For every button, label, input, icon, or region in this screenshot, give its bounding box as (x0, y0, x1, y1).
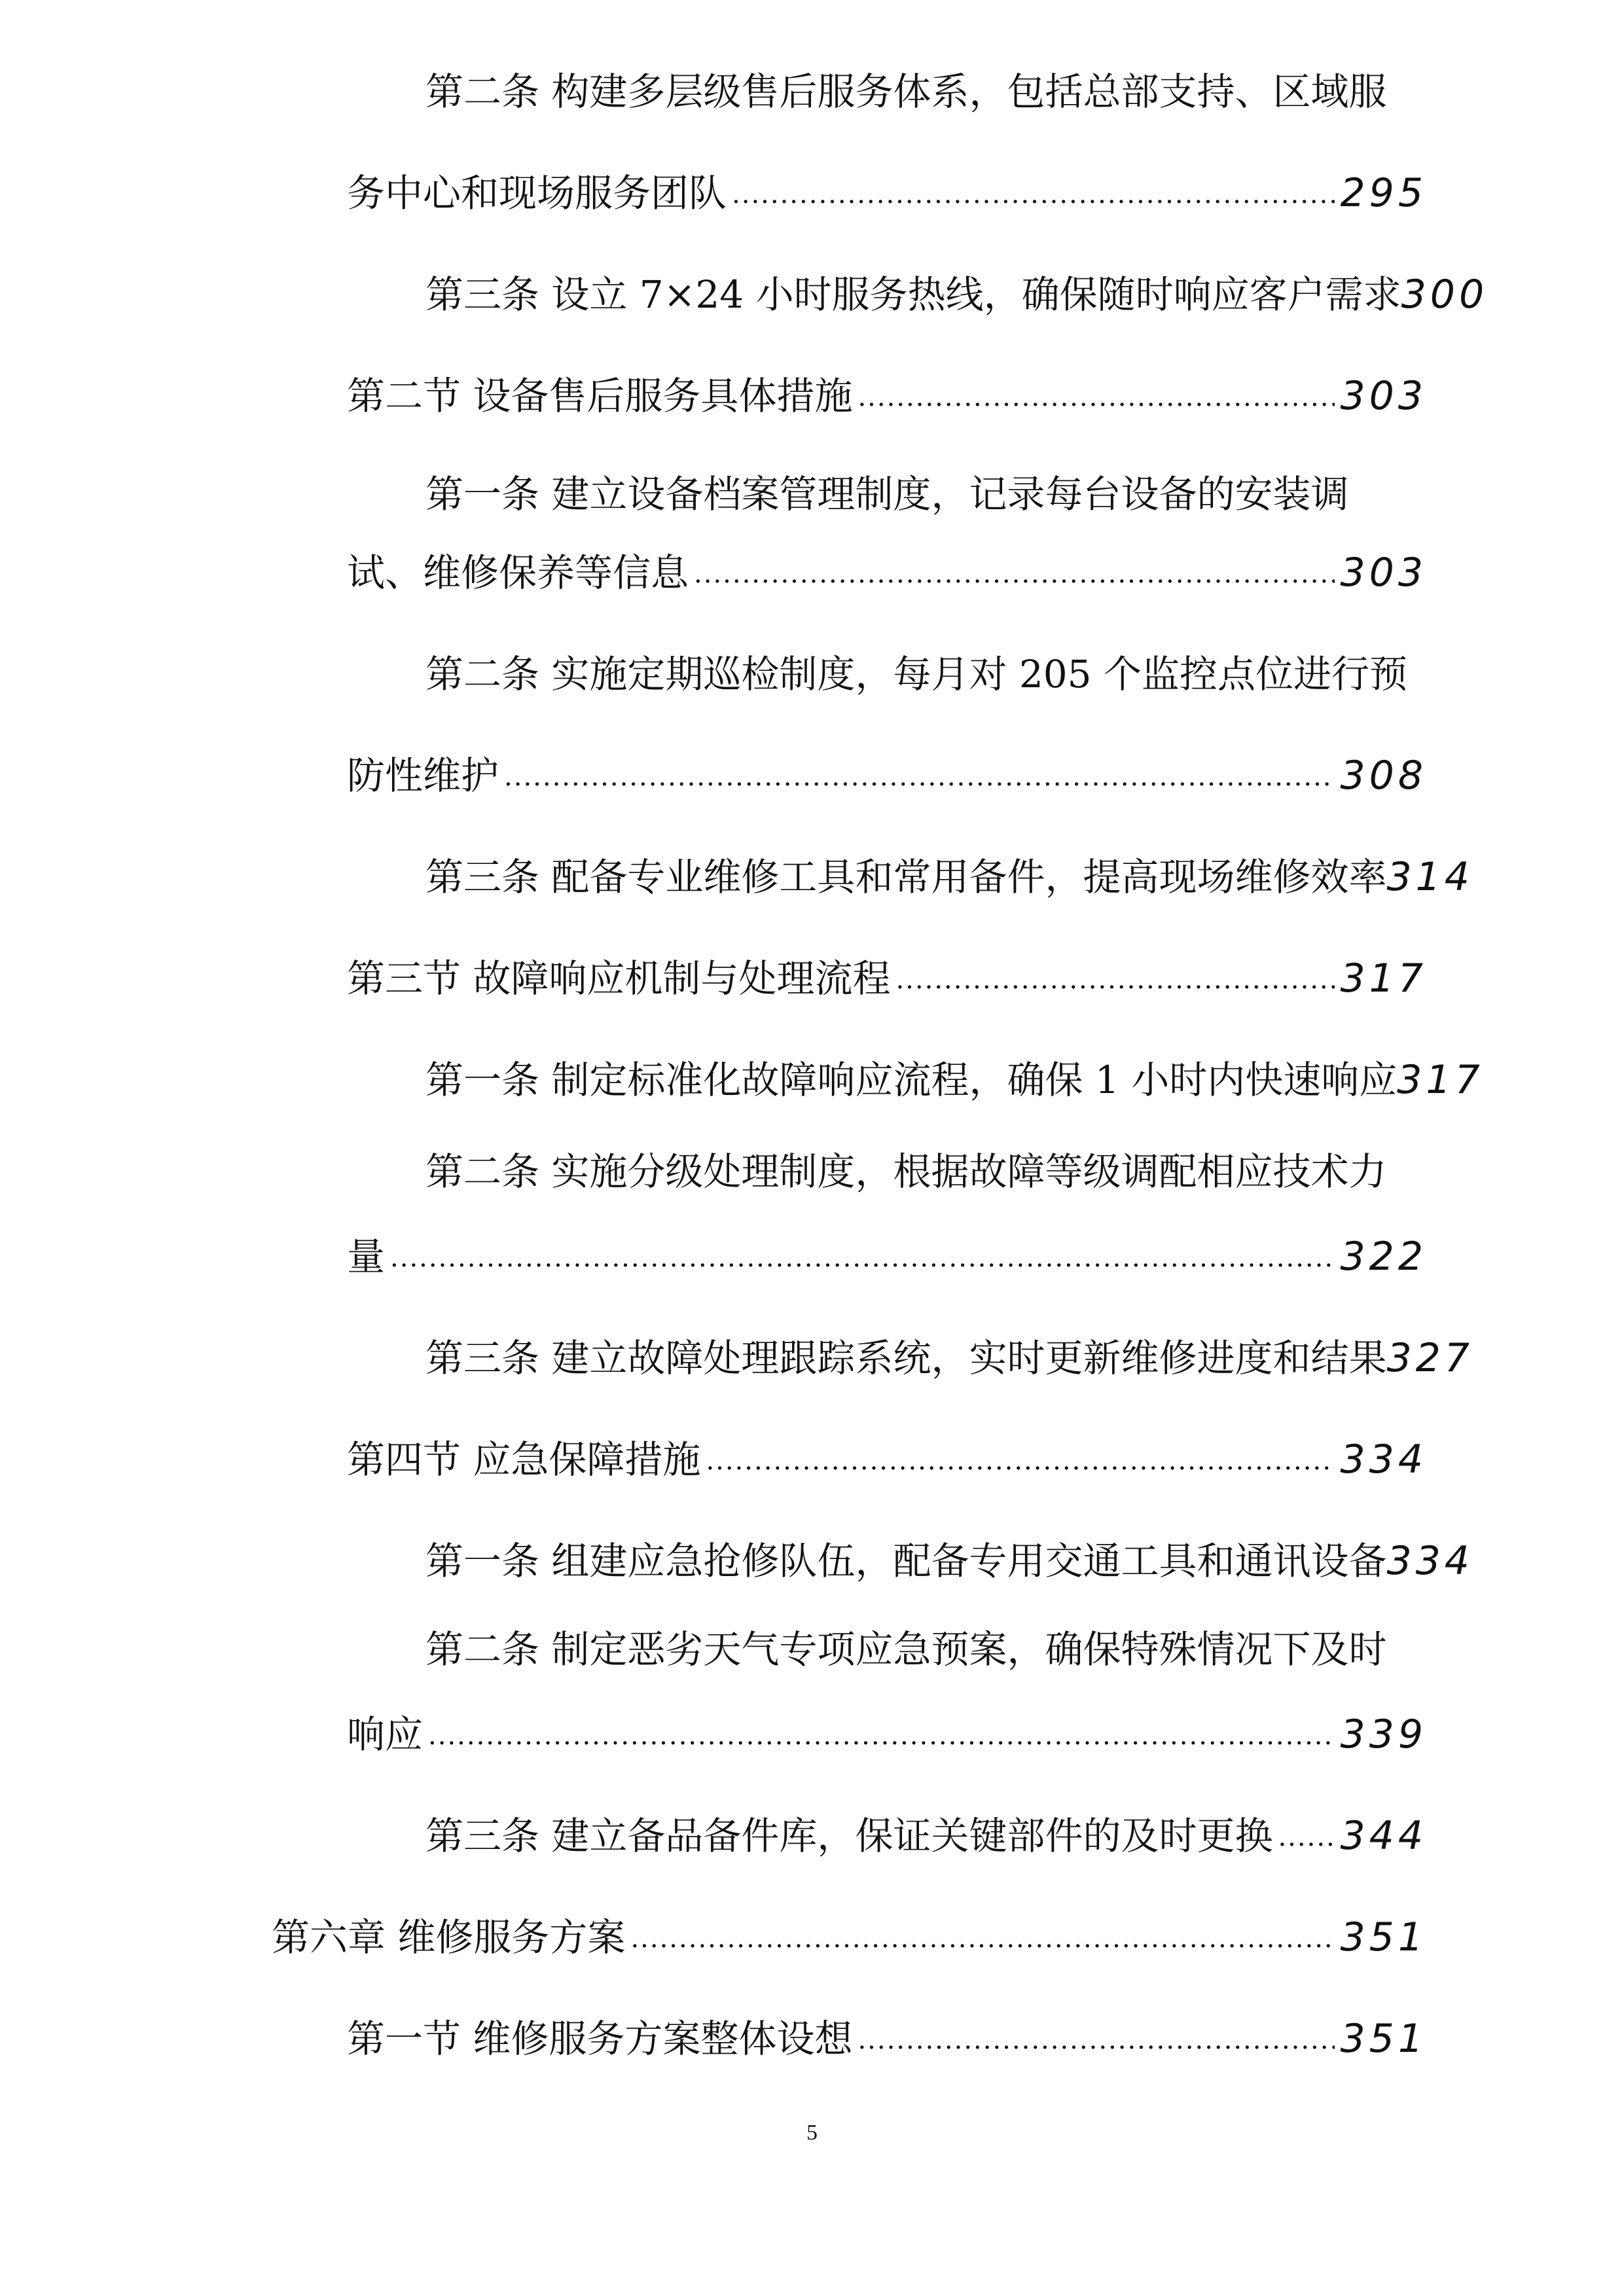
toc-entry[interactable] (347, 2000, 1427, 2065)
toc-page-number: 351 (1340, 2016, 1427, 2062)
toc-entry[interactable] (425, 1041, 1484, 1106)
toc-page-number: 322 (1340, 1234, 1427, 1280)
toc-entry[interactable] (347, 1217, 1427, 1283)
toc-page-number: 339 (1340, 1712, 1427, 1757)
toc-page-number: 334 (1340, 1437, 1427, 1482)
toc-entry-text: 第一条 建立设备档案管理制度，记录每台设备的安装调 (425, 472, 1349, 516)
toc-page-number: 303 (1340, 373, 1427, 419)
toc-entry[interactable] (425, 838, 1473, 903)
toc-entry[interactable] (347, 736, 1427, 802)
toc-entry[interactable] (425, 1797, 1427, 1862)
toc-page-number: 351 (1340, 1914, 1427, 1960)
toc-entry-text: 第三条 配备专业维修工具和常用备件，提高现场维修效率 (425, 855, 1387, 899)
toc-entry-text: 第一条 制定标准化故障响应流程，确保 1 小时内快速响应 (425, 1058, 1398, 1102)
toc-entry-text: 第六章 维修服务方案 (272, 1915, 626, 1960)
toc-entry-text: 第二条 实施分级处理制度，根据故障等级调配相应技术力 (425, 1149, 1387, 1194)
toc-entry-text: 第二条 构建多层级售后服务体系，包括总部支持、区域服 (425, 69, 1387, 114)
toc-leader-dots (428, 1716, 1335, 1761)
toc-page-number: 344 (1340, 1813, 1427, 1859)
toc-entry[interactable] (425, 1522, 1473, 1587)
toc-page-number: 334 (1386, 1538, 1473, 1584)
toc-leader-dots (857, 378, 1335, 422)
toc-leader-dots (630, 1919, 1335, 1964)
toc-entry-text: 第四节 应急保障措施 (347, 1437, 701, 1482)
toc-leader-dots (706, 1441, 1335, 1486)
toc-entry-continuation: 防性维护 (347, 753, 499, 798)
toc-entry-line1 (425, 52, 1386, 118)
toc-page-number: 300 (1401, 272, 1489, 317)
toc-entry-text: 第三节 故障响应机制与处理流程 (347, 956, 891, 1001)
toc-entry-continuation: 响应 (347, 1712, 424, 1757)
toc-entry-text: 第二条 制定恶劣天气专项应急预案，确保特殊情况下及时 (425, 1627, 1387, 1672)
toc-entry-line1 (425, 635, 1407, 700)
toc-page-number: 295 (1340, 170, 1427, 216)
toc-entry-text: 第二节 设备售后服务具体措施 (347, 374, 853, 418)
toc-entry[interactable] (347, 357, 1427, 422)
toc-page-number: 327 (1386, 1335, 1473, 1381)
toc-entry-text: 第一节 维修服务方案整体设想 (347, 2017, 853, 2061)
toc-entry-continuation: 试、维修保养等信息 (347, 550, 689, 595)
toc-entry[interactable] (347, 939, 1427, 1005)
toc-leader-dots (504, 757, 1335, 802)
toc-entry-text: 第二条 实施定期巡检制度，每月对 205 个监控点位进行预 (425, 652, 1408, 696)
toc-entry-continuation: 务中心和现场服务团队 (347, 171, 727, 215)
toc-page-number: 314 (1386, 854, 1473, 900)
toc-entry-continuation: 量 (347, 1234, 386, 1279)
toc-entry-text: 第三条 建立故障处理跟踪系统，实时更新维修进度和结果 (425, 1336, 1387, 1380)
toc-entry[interactable] (425, 255, 1488, 321)
toc-page-number: 317 (1397, 1057, 1484, 1103)
toc-leader-dots (1278, 1818, 1335, 1862)
toc-entry-line1 (425, 455, 1348, 520)
toc-entry[interactable] (347, 533, 1427, 599)
toc-page-number: 317 (1340, 956, 1427, 1001)
toc-entry[interactable] (272, 1898, 1427, 1964)
toc-entry[interactable] (425, 1319, 1473, 1384)
toc-leader-dots (857, 2020, 1335, 2065)
toc-entry-text: 第三条 建立备品备件库，保证关键部件的及时更换 (425, 1814, 1273, 1858)
toc-entry[interactable] (347, 1420, 1427, 1486)
toc-entry-text: 第三条 设立 7×24 小时服务热线，确保随时响应客户需求 (425, 272, 1401, 317)
toc-entry[interactable] (347, 1695, 1427, 1761)
page-number: 5 (806, 2121, 818, 2145)
toc-entry[interactable] (347, 154, 1427, 219)
toc-leader-dots (895, 960, 1335, 1005)
toc-page-number: 308 (1340, 753, 1427, 798)
toc-leader-dots (694, 554, 1335, 599)
toc-leader-dots (732, 175, 1335, 219)
toc-page-number: 303 (1340, 550, 1427, 596)
toc-entry-line1 (425, 1610, 1386, 1676)
toc-entry-text: 第一条 组建应急抢修队伍，配备专用交通工具和通讯设备 (425, 1539, 1387, 1583)
toc-leader-dots (390, 1238, 1335, 1283)
toc-entry-line1 (425, 1132, 1386, 1198)
